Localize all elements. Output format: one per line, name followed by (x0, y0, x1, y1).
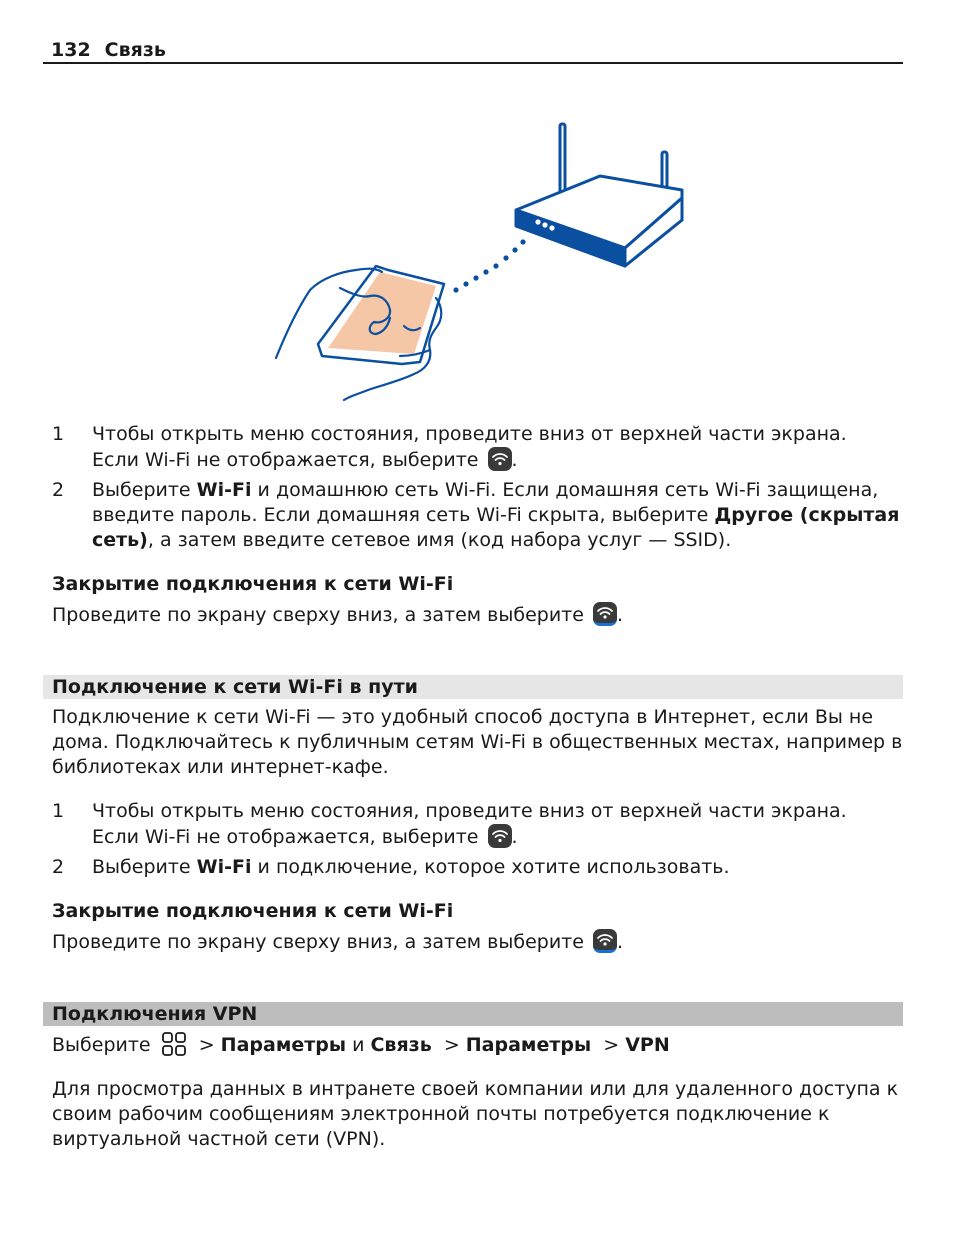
text-run: Выберите (52, 1034, 151, 1056)
ui-term-wifi: Wi-Fi (196, 479, 252, 501)
step-text-line: Если Wi-Fi не отображается, выберите (92, 449, 479, 471)
phone-illustration (318, 266, 444, 364)
step-text (92, 478, 912, 553)
step-number: 2 (52, 479, 65, 501)
path-separator: > (198, 1034, 215, 1056)
wifi-active-icon[interactable] (593, 602, 617, 626)
step-1 (52, 422, 912, 473)
ui-term-wifi: Wi-Fi (196, 856, 252, 878)
step-text-line: Чтобы открыть меню состояния, проведите вниз от верхней части экрана. (92, 423, 847, 445)
menu-vpn[interactable]: VPN (625, 1034, 670, 1056)
punctuation: . (511, 449, 518, 471)
step-2 (52, 478, 912, 553)
step-number: 1 (52, 423, 65, 445)
step-text (92, 422, 912, 473)
section-name: Связь (104, 39, 166, 61)
wifi-active-icon[interactable] (593, 929, 617, 953)
close-wifi-heading: Закрытие подключения к сети Wi-Fi (52, 900, 454, 922)
step-number: 1 (52, 800, 65, 822)
path-separator: > (603, 1034, 620, 1056)
step-text-line: Чтобы открыть меню состояния, проведите вниз от верхней части экрана. (92, 800, 847, 822)
step-2 (52, 855, 912, 880)
punctuation: . (511, 826, 518, 848)
menu-connectivity[interactable]: Связь (370, 1034, 432, 1056)
close-wifi-text (52, 602, 907, 628)
apps-menu-icon[interactable] (161, 1031, 187, 1057)
signal-dots (453, 239, 525, 292)
vpn-settings-path (52, 1031, 907, 1058)
wifi-icon[interactable] (488, 447, 512, 471)
step-text-line: Если Wi-Fi не отображается, выберите (92, 826, 479, 848)
menu-settings[interactable]: Параметры (465, 1034, 592, 1056)
step-text (92, 799, 912, 850)
close-wifi-heading: Закрытие подключения к сети Wi-Fi (52, 573, 454, 595)
section-heading-vpn: Подключения VPN (43, 1002, 903, 1026)
step-number: 2 (52, 856, 65, 878)
text-run: Выберите (92, 856, 197, 878)
close-wifi-text (52, 929, 907, 955)
page-number: 132 (51, 39, 91, 61)
path-separator: > (443, 1034, 460, 1056)
text-run: и домашнюю сеть Wi-Fi. Если домашняя сеть Wi-Fi защищена, введите пароль. Если домашняя сеть Wi-Fi скрыта, выберите (92, 479, 879, 526)
text-run: и (352, 1034, 365, 1056)
text-run: и подключение, которое хотите использовать. (251, 856, 730, 878)
section-heading-wifi-on-the-go: Подключение к сети Wi-Fi в пути (43, 675, 903, 699)
step-text (92, 855, 912, 880)
menu-parameters[interactable]: Параметры (220, 1034, 347, 1056)
punctuation: . (617, 931, 624, 953)
step-1 (52, 799, 912, 850)
text-run: , а затем введите сетевое имя (код набора услуг — SSID). (147, 529, 732, 551)
page-header (43, 38, 903, 64)
section-intro: Подключение к сети Wi-Fi — это удобный способ доступа в Интернет, если Вы не дома. Подключайтесь к публичным сетям Wi-Fi в общественных местах, например в библиотеках или интернет-кафе. (52, 706, 903, 778)
wifi-connection-illustration (270, 118, 690, 403)
ui-term-other-hidden: Другое (скрытая сеть) (92, 504, 900, 551)
text-run: Выберите (92, 479, 197, 501)
router-illustration (516, 124, 682, 266)
wifi-icon[interactable] (488, 824, 512, 848)
text-run: Проведите по экрану сверху вниз, а затем выберите (52, 604, 584, 626)
text-run: Проведите по экрану сверху вниз, а затем выберите (52, 931, 584, 953)
vpn-description: Для просмотра данных в интранете своей компании или для удаленного доступа к своим рабочим сообщениям электронной почты потребуется подключение к виртуальной частной сети (VPN). (52, 1078, 899, 1150)
punctuation: . (617, 604, 624, 626)
